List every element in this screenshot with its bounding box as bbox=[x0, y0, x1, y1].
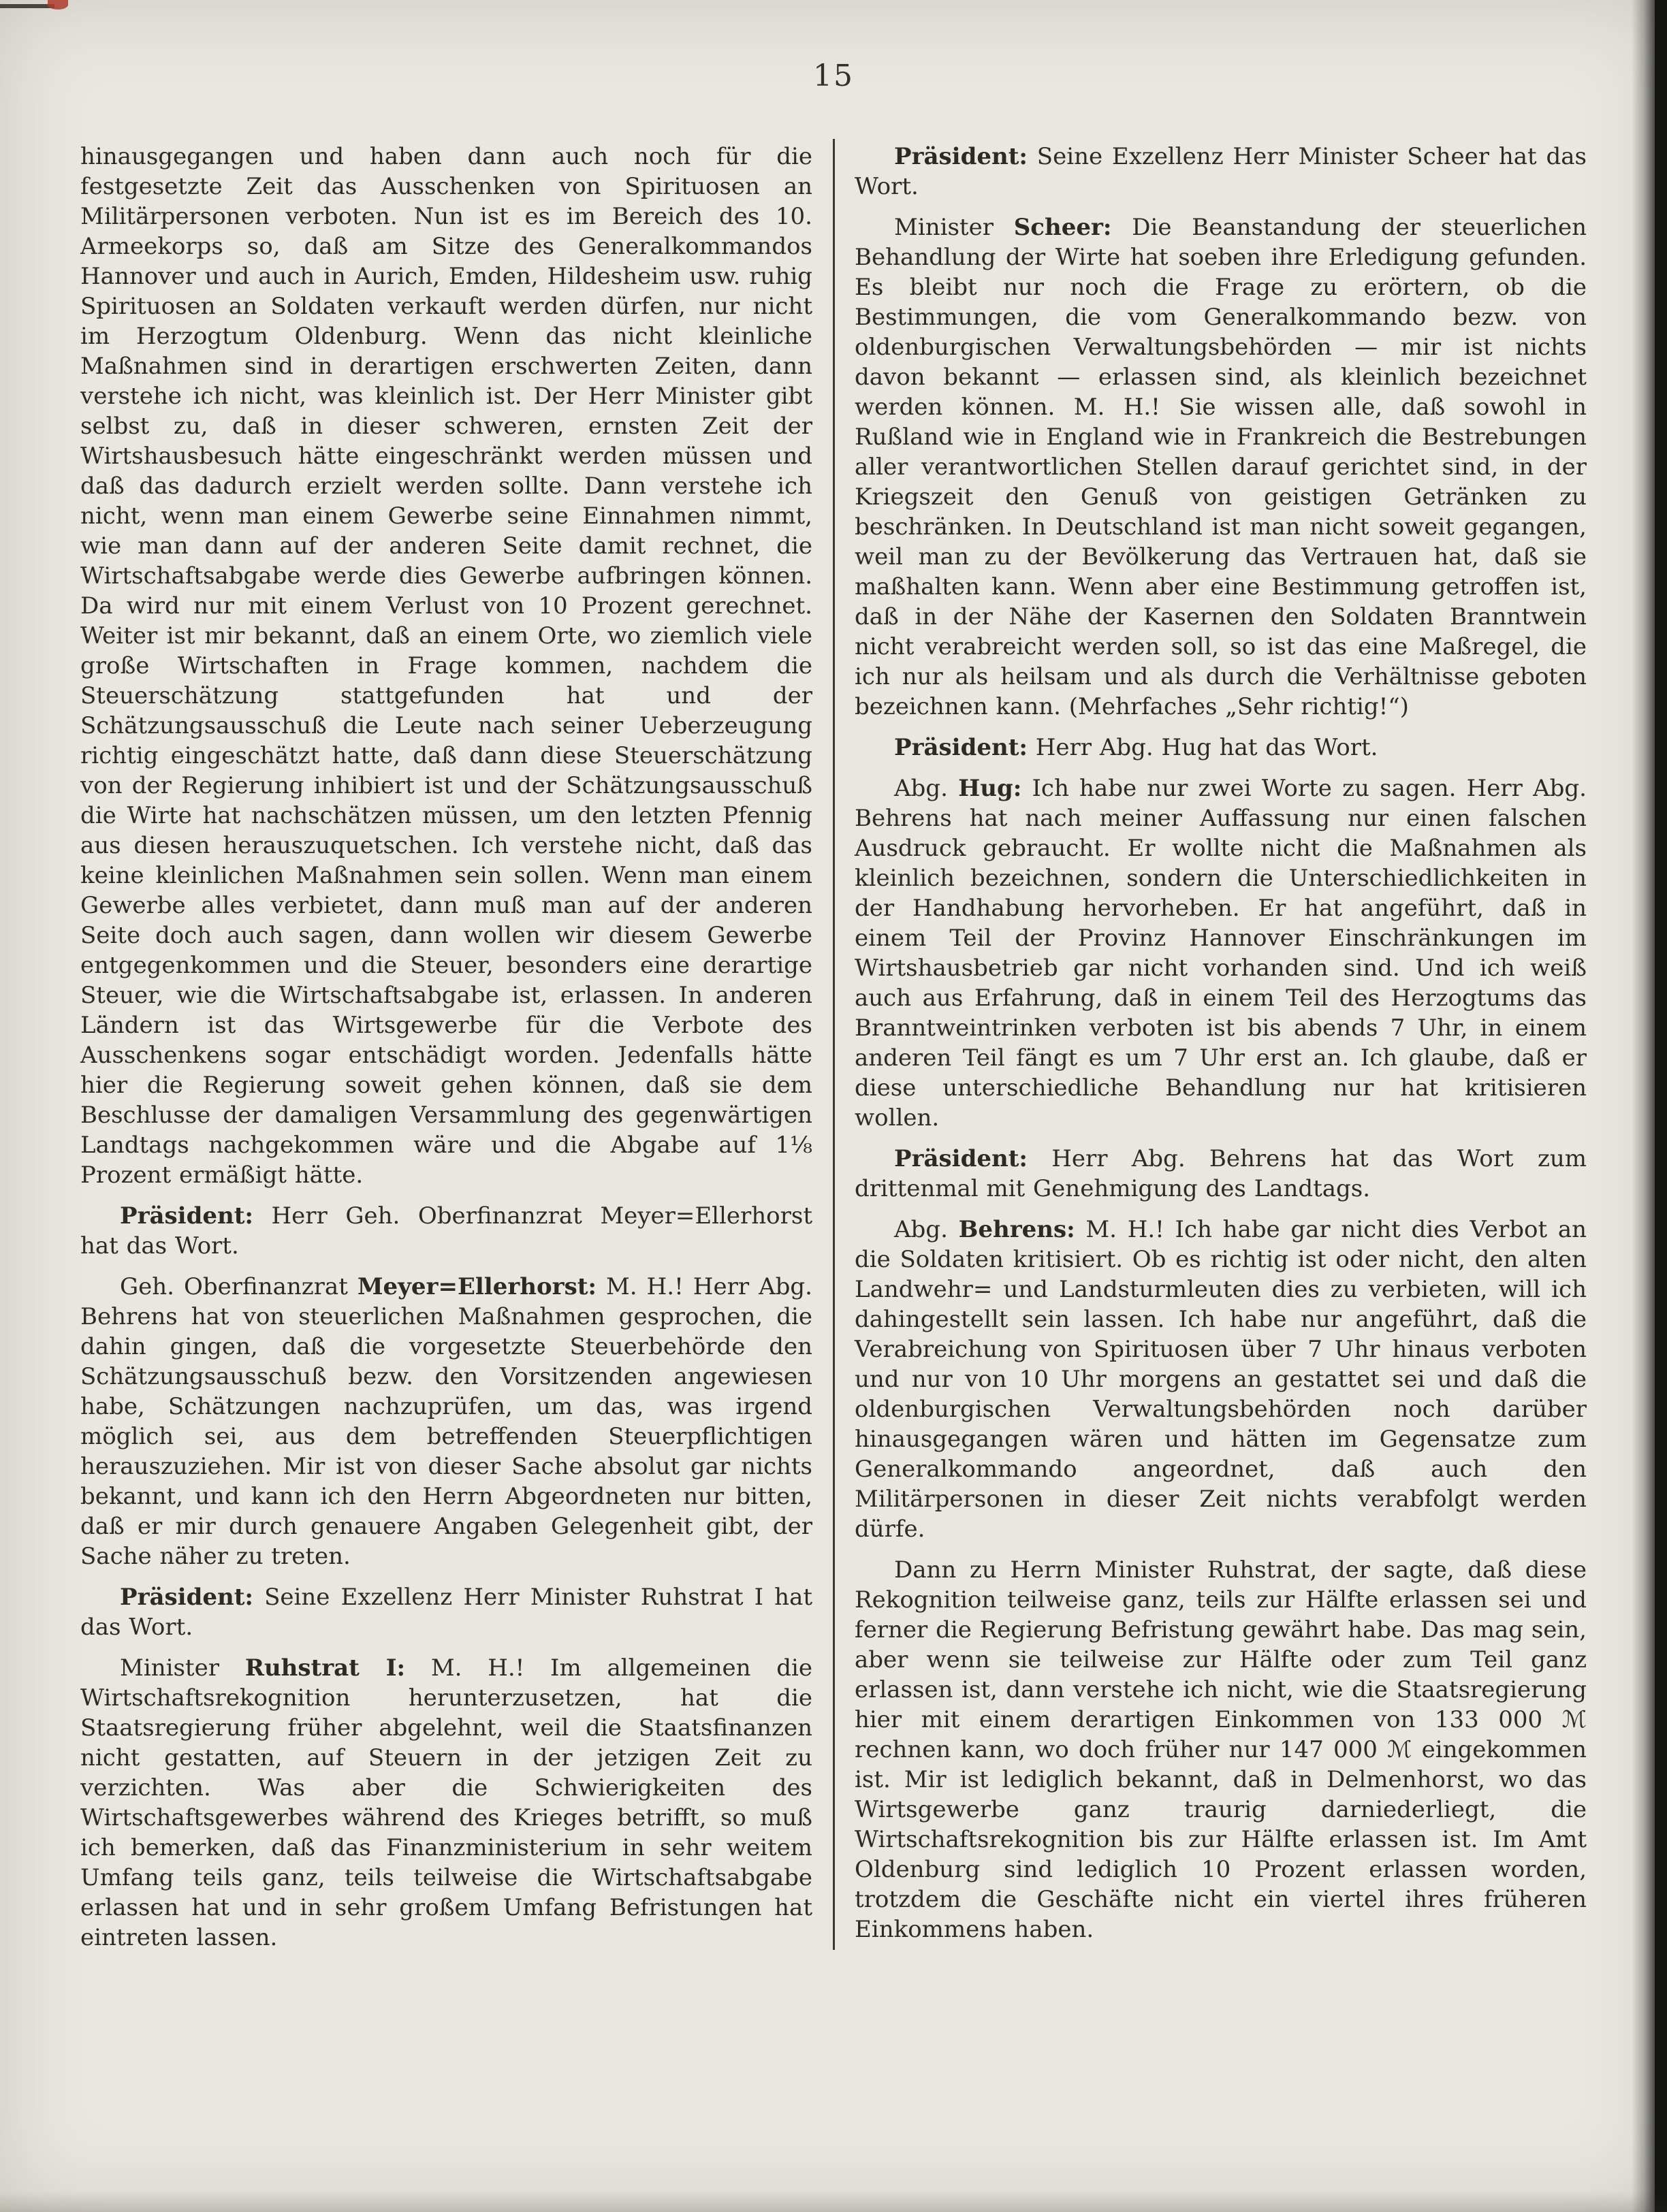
page-number: 15 bbox=[813, 59, 854, 93]
scan-top-mark bbox=[0, 4, 54, 8]
paragraph: Präsident: Seine Exzellenz Herr Minister Ruhstrat I hat das Wort. bbox=[80, 1584, 812, 1641]
right-column bbox=[855, 142, 1587, 1953]
page-content bbox=[80, 142, 1587, 1953]
left-column bbox=[80, 142, 812, 1953]
paragraph: Geh. Oberfinanzrat Meyer=Ellerhorst: M. H.! Herr Abg. Behrens hat von steuerlichen Maßnahmen gesprochen, die dahin gingen, daß die vorgesetzte Steuerbehörde den Schätzungsausschuß bezw. den Vorsitzenden angewiesen habe, Schätzungen nachzuprüfen, um das, was irgend möglich sei, aus dem betreffenden Steuerpflichtigen herauszuziehen. Mir ist von dieser Sache absolut gar nichts bekannt, und kann ich den Herrn Abgeordneten nur bitten, daß er mir durch genauere Angaben Gelegenheit gibt, der Sache näher zu treten. bbox=[80, 1273, 812, 1570]
paragraph: Abg. Behrens: M. H.! Ich habe gar nicht dies Verbot an die Soldaten kritisiert. Ob es richtig ist oder nicht, den alten Landwehr= und Landsturmleuten dies zu verbieten, will ich dahingestellt sein lassen. Ich habe nur angeführt, daß die Verabreichung von Spirituosen über 7 Uhr hinaus verboten und nur von 10 Uhr morgens an gestattet sei und daß die oldenburgischen Verwaltungsbehörden noch darüber hinausgegangen wären und hätten im Gegensatze zum Generalkommando angeordnet, daß auch den Militärpersonen in dieser Zeit nichts verabfolgt werden dürfe. bbox=[855, 1216, 1587, 1543]
red-ink-mark bbox=[48, 0, 68, 10]
paragraph: Präsident: Herr Abg. Hug hat das Wort. bbox=[894, 734, 1378, 761]
scan-edge-dark-strip bbox=[1655, 0, 1667, 2212]
paragraph: Präsident: Seine Exzellenz Herr Minister Scheer hat das Wort. bbox=[855, 143, 1587, 200]
paragraph: Dann zu Herrn Minister Ruhstrat, der sagte, daß diese Rekognition teilweise ganz, teils zur Hälfte erlassen sei und ferner die Regierung Befristung gewährt habe. Das mag sein, aber wenn sie teilweise zur Hälfte oder zum Teil ganz erlassen ist, dann verstehe ich nicht, wie die Staatsregierung hier mit einem derartigen Einkommen von 133 000 ℳ rechnen kann, wo doch früher nur 147 000 ℳ eingekommen ist. Mir ist lediglich bekannt, daß in Delmenhorst, wo das Wirtsgewerbe ganz traurig darniederliegt, die Wirtschaftsrekognition bis zur Hälfte erlassen ist. Im Amt Oldenburg sind lediglich 10 Prozent erlassen worden, trotzdem die Geschäfte nicht ein viertel ihres früheren Einkommens haben. bbox=[855, 1556, 1587, 1943]
paragraph: Minister Ruhstrat I: M. H.! Im allgemeinen die Wirtschaftsrekognition herunterzusetzen, hat die Staatsregierung früher abgelehnt, weil die Staatsfinanzen nicht gestatten, auf Steuern in der jetzigen Zeit zu verzichten. Was aber die Schwierigkeiten des Wirtschaftsgewerbes während des Krieges betrifft, so muß ich bemerken, daß das Finanzministerium in sehr weitem Umfang teils ganz, teils teilweise die Wirtschaftsabgabe erlassen hat und in sehr großem Umfang Befristungen hat eintreten lassen. bbox=[80, 1654, 812, 1951]
paragraph: Minister Scheer: Die Beanstandung der steuerlichen Behandlung der Wirte hat soeben ihre Erledigung gefunden. Es bleibt nur noch die Frage zu erörtern, ob die Bestimmungen, die vom Generalkommando bezw. von oldenburgischen Verwaltungsbehörden — mir ist nichts davon bekannt — erlassen sind, als kleinlich bezeichnet werden können. M. H.! Sie wissen alle, daß sowohl in Rußland wie in England wie in Frankreich die Bestrebungen aller verantwortlichen Stellen darauf gerichtet sind, in der Kriegszeit den Genuß von geistigen Getränken zu beschränken. In Deutschland ist man nicht soweit gegangen, weil man zu der Bevölkerung das Vertrauen hat, daß sie maßhalten kann. Wenn aber eine Bestimmung getroffen ist, daß in der Nähe der Kasernen den Soldaten Branntwein nicht verabreicht werden soll, so ist das eine Maßregel, die ich nur als heilsam und als durch die Verhältnisse geboten bezeichnen kann. (Mehrfaches „Sehr richtig!“) bbox=[855, 214, 1587, 720]
paragraph: Präsident: Herr Abg. Behrens hat das Wort zum drittenmal mit Genehmigung des Landtags. bbox=[855, 1145, 1587, 1202]
paragraph: Präsident: Herr Geh. Oberfinanzrat Meyer=Ellerhorst hat das Wort. bbox=[80, 1202, 812, 1260]
scan-bottom-smudge bbox=[0, 2192, 1667, 2212]
paragraph: hinausgegangen und haben dann auch noch für die festgesetzte Zeit das Ausschenken von Spirituosen an Militärpersonen verboten. Nun ist es im Bereich des 10. Armeekorps so, daß am Sitze des Generalkommandos Hannover und auch in Aurich, Emden, Hildesheim usw. ruhig Spirituosen an Soldaten verkauft werden dürfen, nur nicht im Herzogtum Oldenburg. Wenn das nicht kleinliche Maßnahmen sind in derartigen erschwerten Zeiten, dann verstehe ich nicht, was kleinlich ist. Der Herr Minister gibt selbst zu, daß in dieser schweren, ernsten Zeit der Wirtshausbesuch hätte eingeschränkt werden müssen und daß das dadurch erzielt werden sollte. Dann verstehe ich nicht, wenn man einem Gewerbe seine Einnahmen nimmt, wie man dann auf der anderen Seite damit rechnet, die Wirtschaftsabgabe werde dies Gewerbe aufbringen können. Da wird nur mit einem Verlust von 10 Prozent gerechnet. Weiter ist mir bekannt, daß an einem Orte, wo ziemlich viele große Wirtschaften in Frage kommen, nachdem die Steuerschätzung stattgefunden hat und der Schätzungsausschuß die Leute nach seiner Ueberzeugung richtig eingeschätzt hatte, daß dann diese Steuerschätzung von der Regierung inhibiert ist und der Schätzungsausschuß die Wirte hat nachschätzen müssen, um den letzten Pfennig aus diesen herauszuquetschen. Ich verstehe nicht, daß das keine kleinlichen Maßnahmen sein sollen. Wenn man einem Gewerbe alles verbietet, dann muß man auf der anderen Seite doch auch sagen, dann wollen wir diesem Gewerbe entgegenkommen und die Steuer, besonders eine derartige Steuer, wie die Wirtschaftsabgabe ist, erlassen. In anderen Ländern ist das Wirtsgewerbe für die Verbote des Ausschenkens sogar entschädigt worden. Jedenfalls hätte hier die Regierung soweit gehen können, daß sie dem Beschlusse der damaligen Versammlung des gegenwärtigen Landtags nachgekommen wäre und die Abgabe auf 1⅛ Prozent ermäßigt hätte. bbox=[80, 143, 812, 1189]
paragraph: Abg. Hug: Ich habe nur zwei Worte zu sagen. Herr Abg. Behrens hat nach meiner Auffassung nur einen falschen Ausdruck gebraucht. Er wollte nicht die Maßnahmen als kleinlich bezeichnen, sondern die Unterschiedlichkeiten in der Handhabung hervorheben. Er hat angeführt, daß in einem Teil der Provinz Hannover Einschränkungen im Wirtshausbetrieb gar nicht vorhanden sind. Und ich weiß auch aus Erfahrung, daß in einem Teil des Herzogtums das Branntweintrinken verboten ist bis abends 7 Uhr, in einem anderen Teil fängt es um 7 Uhr erst an. Ich glaube, daß er diese unterschiedliche Behandlung nur hat kritisieren wollen. bbox=[855, 775, 1587, 1132]
